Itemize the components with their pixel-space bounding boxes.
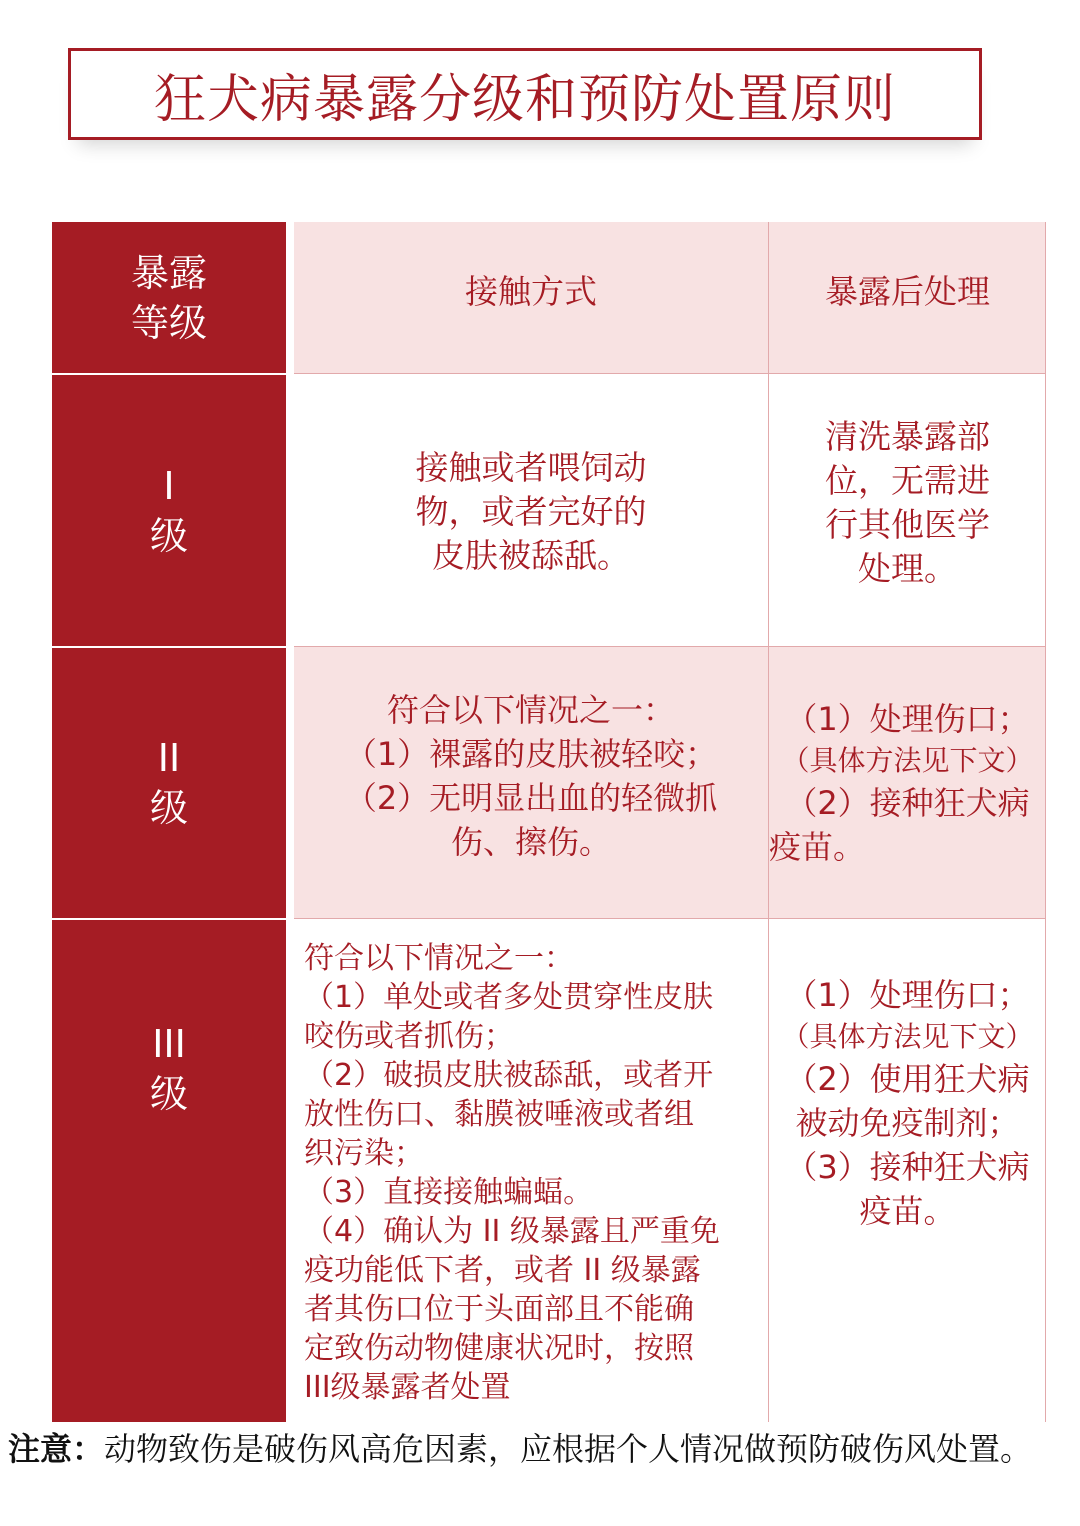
contact-line: （1）单处或者多处贯穿性皮肤	[304, 980, 714, 1015]
contact-line: 物，或者完好的	[415, 492, 647, 531]
contact-header: 接触方式	[465, 271, 597, 311]
contact-cell	[294, 374, 768, 646]
treatment-header-cell	[769, 222, 1046, 373]
page-title: 狂犬病暴露分级和预防处置原则	[153, 69, 896, 130]
treatment-line: （1）处理伤口；	[785, 976, 1030, 1014]
level-label: III	[152, 1022, 186, 1066]
level-column	[52, 222, 286, 1422]
contact-line: 织污染；	[304, 1136, 424, 1171]
treatment-line: 位，无需进	[825, 461, 990, 500]
level-label: 级	[149, 513, 188, 558]
contact-line: 咬伤或者抓伤；	[304, 1019, 514, 1054]
level-header-line: 等级	[130, 300, 207, 345]
contact-line: 放性伤口、黏膜被唾液或者组	[304, 1097, 694, 1132]
level-header-line: 暴露	[130, 250, 207, 295]
treatment-line: （具体方法见下文）	[781, 743, 1034, 777]
treatment-line: （2）使用狂犬病	[785, 1060, 1030, 1098]
treatment-line: 行其他医学	[825, 505, 990, 544]
content-columns	[294, 222, 1046, 1422]
treatment-line: 疫苗。	[769, 827, 866, 866]
treatment-line: （3）接种狂犬病	[785, 1148, 1030, 1186]
title-box	[68, 48, 982, 140]
table-row	[294, 646, 1046, 918]
contact-line: 者其伤口位于头面部且不能确	[304, 1292, 694, 1327]
treatment-line: 疫苗。	[859, 1192, 956, 1230]
contact-line: 定致伤动物健康状况时，按照	[304, 1331, 694, 1366]
exposure-table	[52, 222, 1046, 1422]
level-cell-3	[52, 918, 286, 1218]
level-label: I	[163, 463, 175, 508]
contact-line: （4）确认为 II 级暴露且严重免	[304, 1214, 720, 1249]
note	[8, 1426, 1072, 1472]
treatment-line: 清洗暴露部	[825, 417, 990, 456]
treatment-header: 暴露后处理	[825, 271, 990, 311]
contact-line: 符合以下情况之一：	[304, 941, 574, 976]
contact-line: （1）裸露的皮肤被轻咬；	[344, 734, 718, 773]
note-text: 动物致伤是破伤风高危因素，应根据个人情况做预防破伤风处置。	[104, 1430, 1033, 1468]
contact-cell	[294, 919, 768, 1422]
treatment-cell	[769, 374, 1046, 646]
treatment-cell	[769, 919, 1046, 1422]
table-right-border	[1045, 222, 1046, 1422]
contact-cell	[294, 647, 768, 918]
level-cell-1	[52, 373, 286, 646]
contact-line: 接触或者喂饲动	[415, 448, 647, 487]
table-row	[294, 918, 1046, 1422]
treatment-line: （1）处理伤口；	[785, 699, 1030, 738]
contact-header-cell	[294, 222, 768, 373]
treatment-line: 被动免疫制剂；	[795, 1104, 1020, 1142]
header-row	[294, 222, 1046, 373]
treatment-cell	[769, 647, 1046, 918]
note-label: 注意：	[8, 1430, 105, 1468]
contact-line: 皮肤被舔舐。	[432, 536, 630, 575]
contact-line: （3）直接接触蝙蝠。	[304, 1175, 594, 1210]
contact-line: 疫功能低下者，或者 II 级暴露	[304, 1253, 701, 1288]
level-header-cell	[52, 222, 286, 373]
level-cell-2	[52, 646, 286, 918]
table-row	[294, 373, 1046, 646]
level-label: 级	[149, 786, 188, 830]
contact-line: 符合以下情况之一：	[386, 690, 675, 729]
contact-line: 伤、擦伤。	[450, 822, 611, 861]
level-label: 级	[149, 1072, 188, 1116]
treatment-line: （2）接种狂犬病	[785, 783, 1030, 822]
contact-line: （2）无明显出血的轻微抓	[344, 778, 718, 817]
level-label: II	[157, 736, 181, 780]
contact-line: III级暴露者处置	[304, 1370, 511, 1405]
contact-line: （2）破损皮肤被舔舐，或者开	[304, 1058, 714, 1093]
treatment-line: （具体方法见下文）	[781, 1020, 1034, 1053]
treatment-line: 处理。	[858, 549, 957, 588]
